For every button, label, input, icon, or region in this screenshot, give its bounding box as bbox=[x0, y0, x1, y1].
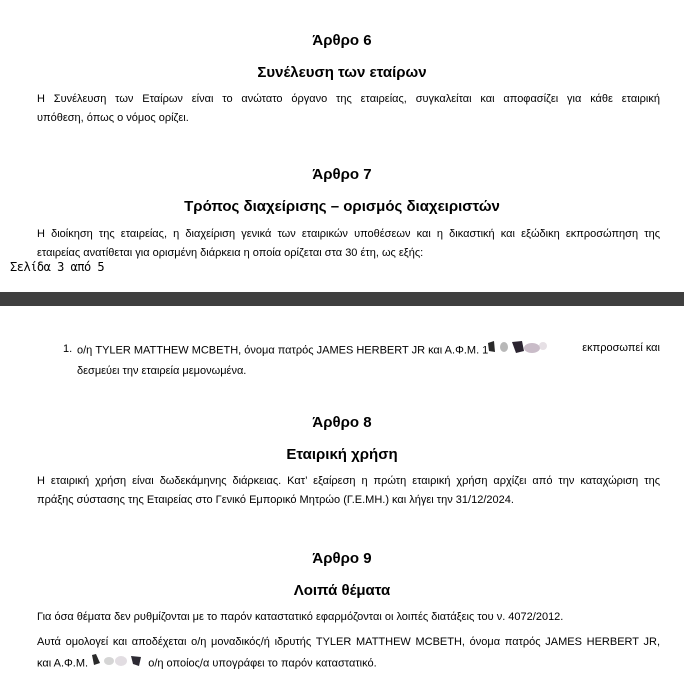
article-9-paragraph-1 bbox=[37, 608, 660, 627]
article-7-line-2: εταιρείας ανατίθεται για ορισμένη διάρκεια η οποία ορίζεται στα 30 έτη, ως εξής: bbox=[37, 247, 424, 259]
article-8-line-2: πράξης σύστασης της Εταιρείας στο Γενικό Εμπορικό Μητρώο (Γ.Ε.ΜΗ.) και λήγει την 31/12/2024. bbox=[37, 494, 514, 506]
list-item bbox=[77, 339, 660, 381]
article-9-para-2-line-1: Αυτά ομολογεί και αποδέχεται ο/η μοναδικός/ή ιδρυτής TYLER MATTHEW MCBETH, όνομα πατρός JAMES HERBERT JR, bbox=[37, 636, 660, 648]
article-7-title: Άρθρο 7 bbox=[312, 166, 372, 183]
page-number: Σελίδα 3 από 5 bbox=[10, 260, 105, 274]
redacted-tax-id-2 bbox=[91, 652, 145, 675]
article-6-line-1: Η Συνέλευση των Εταίρων είναι το ανώτατο όργανο της εταιρείας, συγκαλείται και αποφασίζει για κάθε εταιρική bbox=[37, 93, 660, 105]
article-8-subtitle: Εταιρική χρήση bbox=[286, 446, 398, 463]
redacted-tax-id bbox=[488, 339, 550, 362]
article-7-subtitle: Τρόπος διαχείρισης – ορισμός διαχειριστών bbox=[184, 198, 500, 215]
article-9-para-1-line: Για όσα θέματα δεν ρυθμίζονται με το παρόν καταστατικό εφαρμόζονται οι λοιπές διατάξεις του ν. 4072/2012. bbox=[37, 611, 564, 623]
article-9-para-2-line-2 bbox=[37, 652, 660, 675]
document-page-3 bbox=[0, 0, 684, 292]
article-8-line-1: Η εταιρική χρήση είναι δωδεκάμηνης διάρκειας. Κατ’ εξαίρεση η πρώτη εταιρική χρήση αρχίζει από την καταχώριση της bbox=[37, 475, 660, 487]
list-item-line-1-text: ο/η TYLER MATTHEW MCBETH, όνομα πατρός JAMES HERBERT JR και Α.Φ.Μ. 1 bbox=[77, 344, 489, 357]
article-7-paragraph bbox=[37, 225, 660, 263]
list-item-number: 1. bbox=[63, 343, 73, 355]
article-6-title: Άρθρο 6 bbox=[312, 32, 372, 49]
article-9-para-2-line-2-end: ο/η οποίος/α υπογράφει το παρόν καταστατικό. bbox=[148, 657, 377, 670]
list-item-line-1-end: εκπροσωπεί και bbox=[582, 342, 660, 354]
document-page-4 bbox=[0, 306, 684, 674]
list-item-line-1-start bbox=[77, 339, 550, 362]
article-6-subtitle: Συνέλευση των εταίρων bbox=[257, 64, 427, 81]
article-6-line-2: υπόθεση, όπως ο νόμος ορίζει. bbox=[37, 112, 189, 124]
article-6-paragraph bbox=[37, 90, 660, 128]
list-item-line-2: δεσμεύει την εταιρεία μεμονωμένα. bbox=[77, 365, 247, 377]
article-9-para-2-line-2-start: και Α.Φ.Μ. bbox=[37, 657, 89, 670]
article-8-title: Άρθρο 8 bbox=[312, 414, 372, 431]
article-9-title: Άρθρο 9 bbox=[312, 550, 372, 567]
article-8-paragraph bbox=[37, 472, 660, 510]
article-7-line-1: Η διοίκηση της εταιρείας, η διαχείριση γενικά των εταιρικών υποθέσεων και η δικαστική και εξώδικη εκπροσώπηση της bbox=[37, 228, 660, 240]
list-item-line-1 bbox=[77, 339, 660, 362]
article-9-subtitle: Λοιπά θέματα bbox=[293, 582, 391, 599]
article-9-paragraph-2 bbox=[37, 633, 660, 675]
page-separator bbox=[0, 292, 684, 306]
